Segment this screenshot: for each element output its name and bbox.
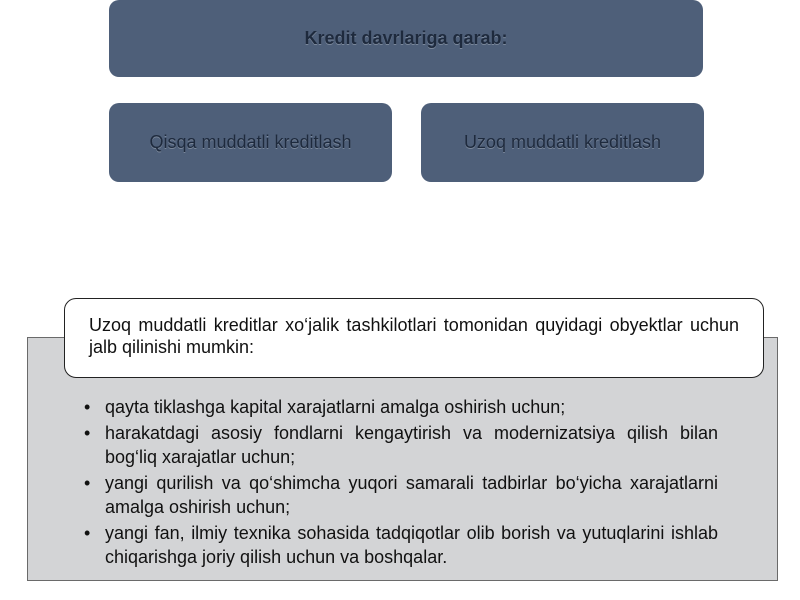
bullet-dot-icon: •	[84, 423, 91, 443]
list-item-text: yangi qurilish va qo‘shimcha yuqori samarali tadbirlar bo‘yicha xarajatlarni amalga oshirish uchun;	[105, 473, 718, 517]
bullet-dot-icon: •	[84, 523, 91, 543]
bullet-list	[84, 395, 718, 571]
bullet-dot-icon: •	[84, 397, 91, 417]
list-item-text: harakatdagi asosiy fondlarni kengaytirish va modernizatsiya qilish bilan bog‘liq xarajatlar uchun;	[105, 423, 718, 467]
callout-text: Uzoq muddatli kreditlar xo‘jalik tashkilotlari tomonidan quyidagi obyektlar uchun jalb qilinishi mumkin:	[89, 315, 739, 357]
long-term-credit-box	[421, 103, 704, 182]
list-item	[84, 521, 718, 569]
callout-box	[64, 298, 764, 378]
list-item	[84, 395, 718, 419]
list-item-text: yangi fan, ilmiy texnika sohasida tadqiqotlar olib borish va yutuqlarini ishlab chiqarishga joriy qilish uchun va boshqalar.	[105, 523, 718, 567]
short-term-credit-box	[109, 103, 392, 182]
short-term-credit-label: Qisqa muddatli kreditlash	[149, 132, 352, 152]
bullet-dot-icon: •	[84, 473, 91, 493]
list-item-text: qayta tiklashga kapital xarajatlarni amalga oshirish uchun;	[105, 397, 566, 417]
long-term-credit-label: Uzoq muddatli kreditlash	[463, 132, 662, 152]
list-item	[84, 471, 718, 519]
credit-period-title-box	[109, 0, 703, 77]
list-item	[84, 421, 718, 469]
credit-period-title: Kredit davrlariga qarab:	[304, 28, 508, 48]
